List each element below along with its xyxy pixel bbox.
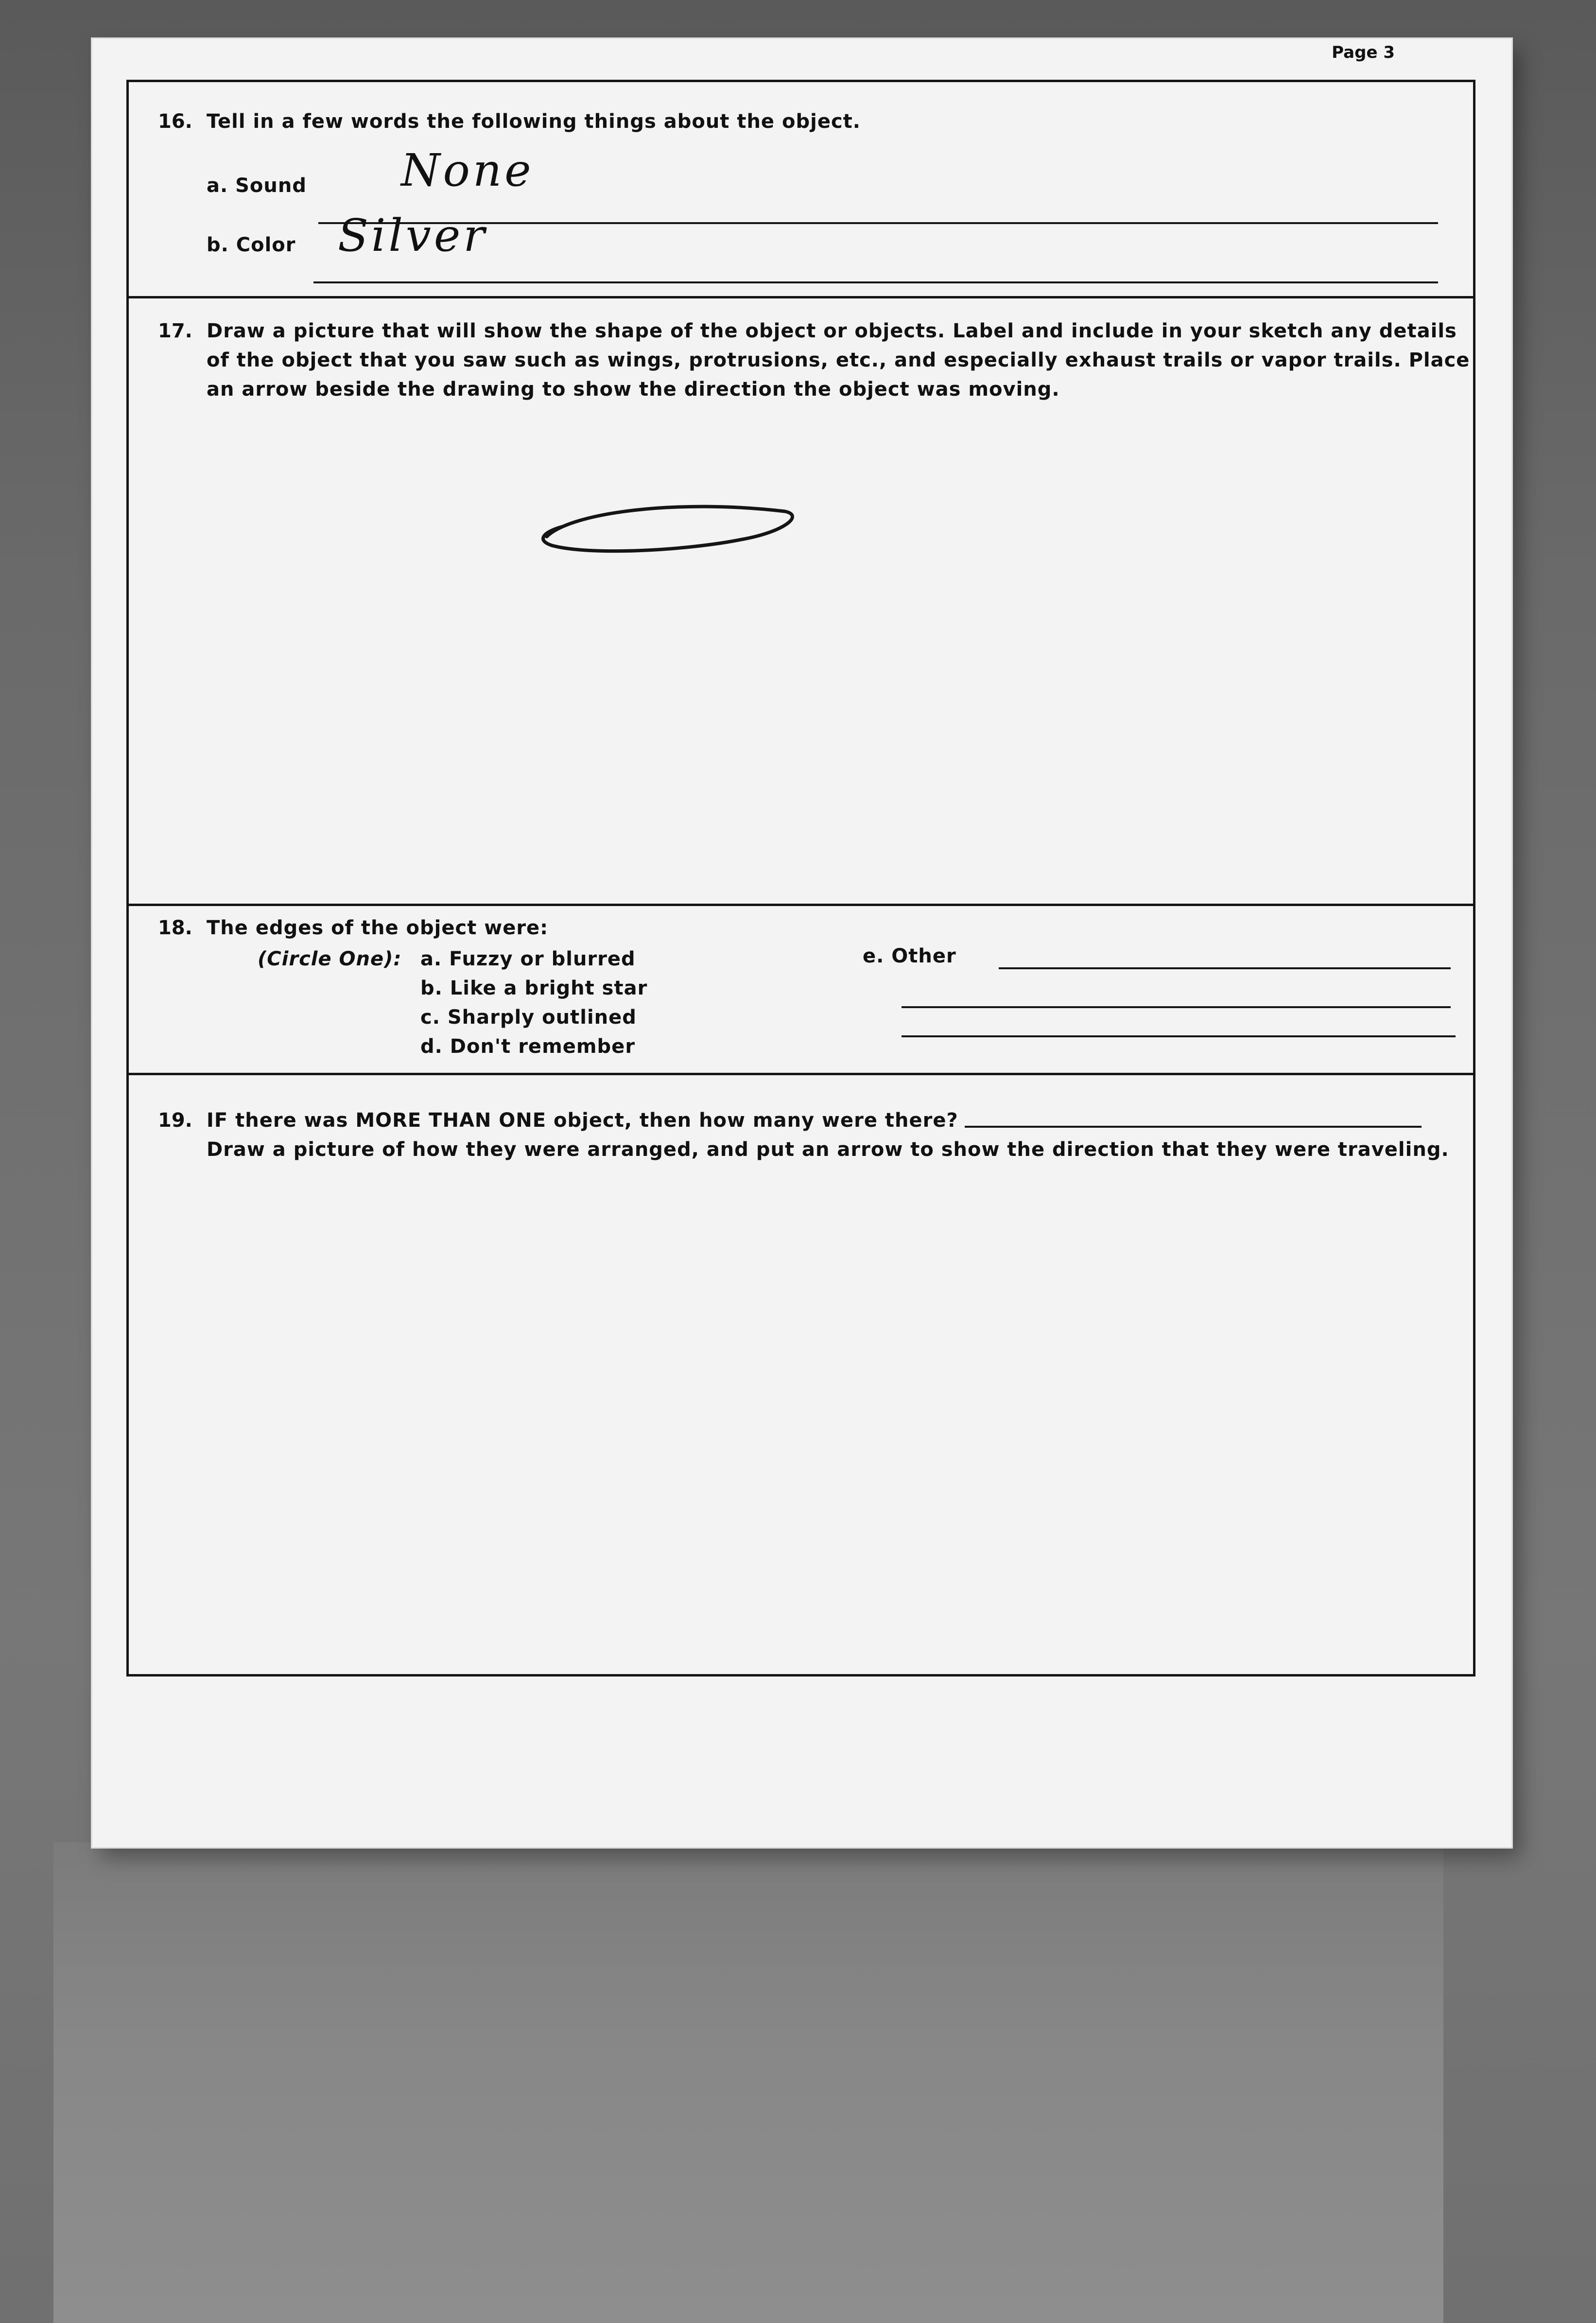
circle-one-instruction: (Circle One): [258,948,402,970]
question-17-line-2: of the object that you saw such as wings, protrusions, etc., and especially exhaust trails or vapor trails. Place [207,349,1470,371]
edge-option-e[interactable]: e. Other [863,945,956,967]
sound-label: a. Sound [207,175,307,197]
question-18-prompt: The edges of the object were: [207,917,549,939]
question-16-section [129,82,1473,283]
question-18-section [129,904,1473,1070]
object-count-line[interactable] [965,1126,1422,1128]
other-line-2 [902,1006,1451,1008]
form-page [92,39,1511,1847]
question-16-number: 16. [158,110,192,133]
page-number: Page 3 [1332,43,1395,62]
question-17-line-3: an arrow beside the drawing to show the direction the object was moving. [207,378,1060,401]
edge-option-b[interactable]: b. Like a bright star [420,977,648,999]
color-answer[interactable]: Silver [338,210,488,262]
question-16-prompt: Tell in a few words the following things about the object. [207,110,861,133]
question-18-number: 18. [158,917,192,939]
sound-answer[interactable]: None [401,144,534,196]
question-17-section [129,296,1473,899]
color-label: b. Color [207,234,296,256]
edge-option-c[interactable]: c. Sharply outlined [420,1006,637,1029]
elongated-ellipse-sketch-icon [532,493,804,561]
question-19-section [129,1073,1473,1674]
edge-option-a[interactable]: a. Fuzzy or blurred [420,948,636,970]
question-19-number: 19. [158,1109,192,1132]
mounting-board [53,1842,1443,2323]
edge-option-d[interactable]: d. Don't remember [420,1035,636,1058]
question-17-number: 17. [158,320,192,342]
other-line-3 [902,1035,1456,1037]
form-frame [126,80,1475,1677]
color-answer-line [313,281,1438,283]
question-19-line-2: Draw a picture of how they were arranged, and put an arrow to show the direction that they were traveling. [207,1138,1449,1161]
other-line-1 [999,967,1451,969]
question-19-line-1: IF there was MORE THAN ONE object, then how many were there? [207,1109,958,1132]
question-17-line-1: Draw a picture that will show the shape of the object or objects. Label and include in your sketch any details [207,320,1457,342]
